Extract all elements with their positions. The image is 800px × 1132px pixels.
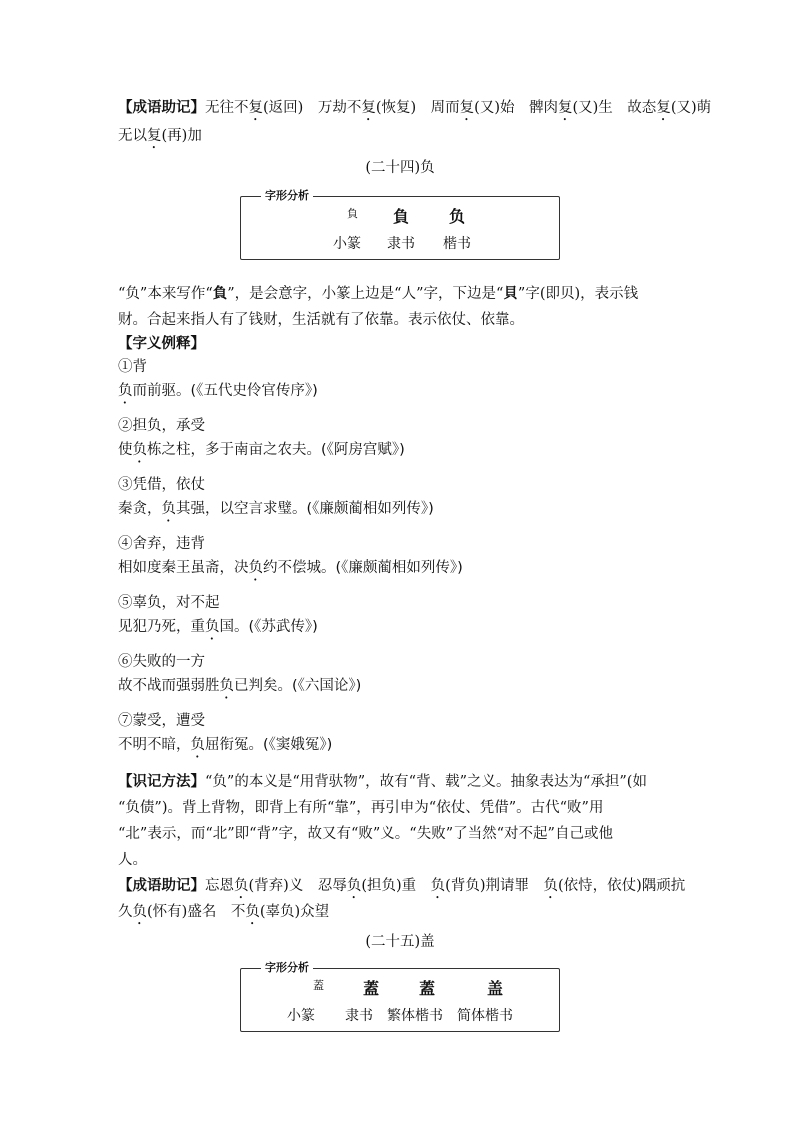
seal-script-glyph: 蓋 <box>313 979 324 992</box>
section-title-25: (二十五)盖 <box>365 934 435 950</box>
example-1: 负而前驱。(《五代史伶官传序》) <box>118 383 318 399</box>
idiom-line-fu-prev-2: 无以复(再)加 <box>118 128 202 144</box>
sense-5: ⑤辜负，对不起 <box>118 595 220 611</box>
memory-line-1: 【识记方法】“负”的本义是“用背驮物”，故有“背、载”之义。抽象表达为“承担”(如 <box>118 773 647 790</box>
idiom-line-fu-1: 【成语助记】忘恩负(背弃)义 忍辱负(担负)重 负(背负)荆请罪 负(依恃，依仗)隅顽抗 <box>118 877 686 894</box>
idiom-label: 【成语助记】 <box>118 877 205 894</box>
section-title-24: (二十四)负 <box>365 160 435 176</box>
label-clerical: 隶书 <box>387 236 415 252</box>
label-clerical: 隶书 <box>345 1008 373 1024</box>
memory-line-2: “负债”)。背上背物，即背上有所“靠”，再引申为“依仗、凭借”。古代“败”用 <box>118 800 604 816</box>
sense-2: ②担负，承受 <box>118 418 205 434</box>
label-traditional-regular: 繁体楷书 <box>387 1008 443 1024</box>
traditional-regular-glyph: 蓋 <box>419 979 436 998</box>
origin-line-2: 财。合起来指人有了钱财，生活就有了依靠。表示依仗、依靠。 <box>118 312 524 328</box>
sense-4: ④舍弃，违背 <box>118 536 205 552</box>
example-3: 秦贪，负其强，以空言求璧。(《廉颇蔺相如列传》) <box>118 501 434 517</box>
label-regular: 楷书 <box>443 236 471 252</box>
example-2: 使负栋之柱，多于南亩之农夫。(《阿房宫赋》) <box>118 442 405 458</box>
box-title: 字形分析 <box>261 960 313 976</box>
clerical-script-glyph: 蓋 <box>363 979 380 998</box>
box-title: 字形分析 <box>261 188 313 204</box>
sense-6: ⑥失败的一方 <box>118 654 205 670</box>
sense-3: ③凭借，依仗 <box>118 477 205 493</box>
label-seal: 小篆 <box>287 1008 315 1024</box>
idiom-line-fu-prev-1: 【成语助记】无往不复(返回) 万劫不复(恢复) 周而复(又)始 髀肉复(又)生 故态复(又)萌 <box>118 99 712 116</box>
char-form-box-25 <box>240 961 560 1032</box>
idiom-label: 【成语助记】 <box>118 99 205 116</box>
memory-label: 【识记方法】 <box>118 773 205 790</box>
sense-7: ⑦蒙受，遭受 <box>118 713 205 729</box>
regular-script-glyph: 负 <box>449 207 466 226</box>
memory-line-3: “北”表示，而“北”即“背”字，故又有“败”义。“失败”了当然“对不起”自己或他 <box>118 826 613 842</box>
idiom-line-fu-2: 久负(怀有)盛名 不负(辜负)众望 <box>118 904 330 920</box>
label-simplified-regular: 简体楷书 <box>457 1008 513 1024</box>
clerical-script-glyph: 負 <box>393 207 410 226</box>
seal-script-glyph: 負 <box>347 207 358 220</box>
example-4: 相如度秦王虽斋，决负约不偿城。(《廉颇蔺相如列传》) <box>118 560 463 576</box>
simplified-regular-glyph: 盖 <box>487 979 504 998</box>
meanings-label: 【字义例释】 <box>118 335 205 352</box>
char-form-box-24 <box>240 189 560 260</box>
example-7: 不明不暗，负屈衔冤。(《窦娥冤》) <box>118 737 333 753</box>
origin-line-1: “负”本来写作“負”，是会意字，小篆上边是“人”字，下边是“貝”字(即贝)，表示钱 <box>118 286 639 302</box>
sense-1: ①背 <box>118 359 147 375</box>
label-seal: 小篆 <box>333 236 361 252</box>
example-5: 见犯乃死，重负国。(《苏武传》) <box>118 619 318 635</box>
memory-line-4: 人。 <box>118 852 147 868</box>
example-6: 故不战而强弱胜负已判矣。(《六国论》) <box>118 678 362 694</box>
